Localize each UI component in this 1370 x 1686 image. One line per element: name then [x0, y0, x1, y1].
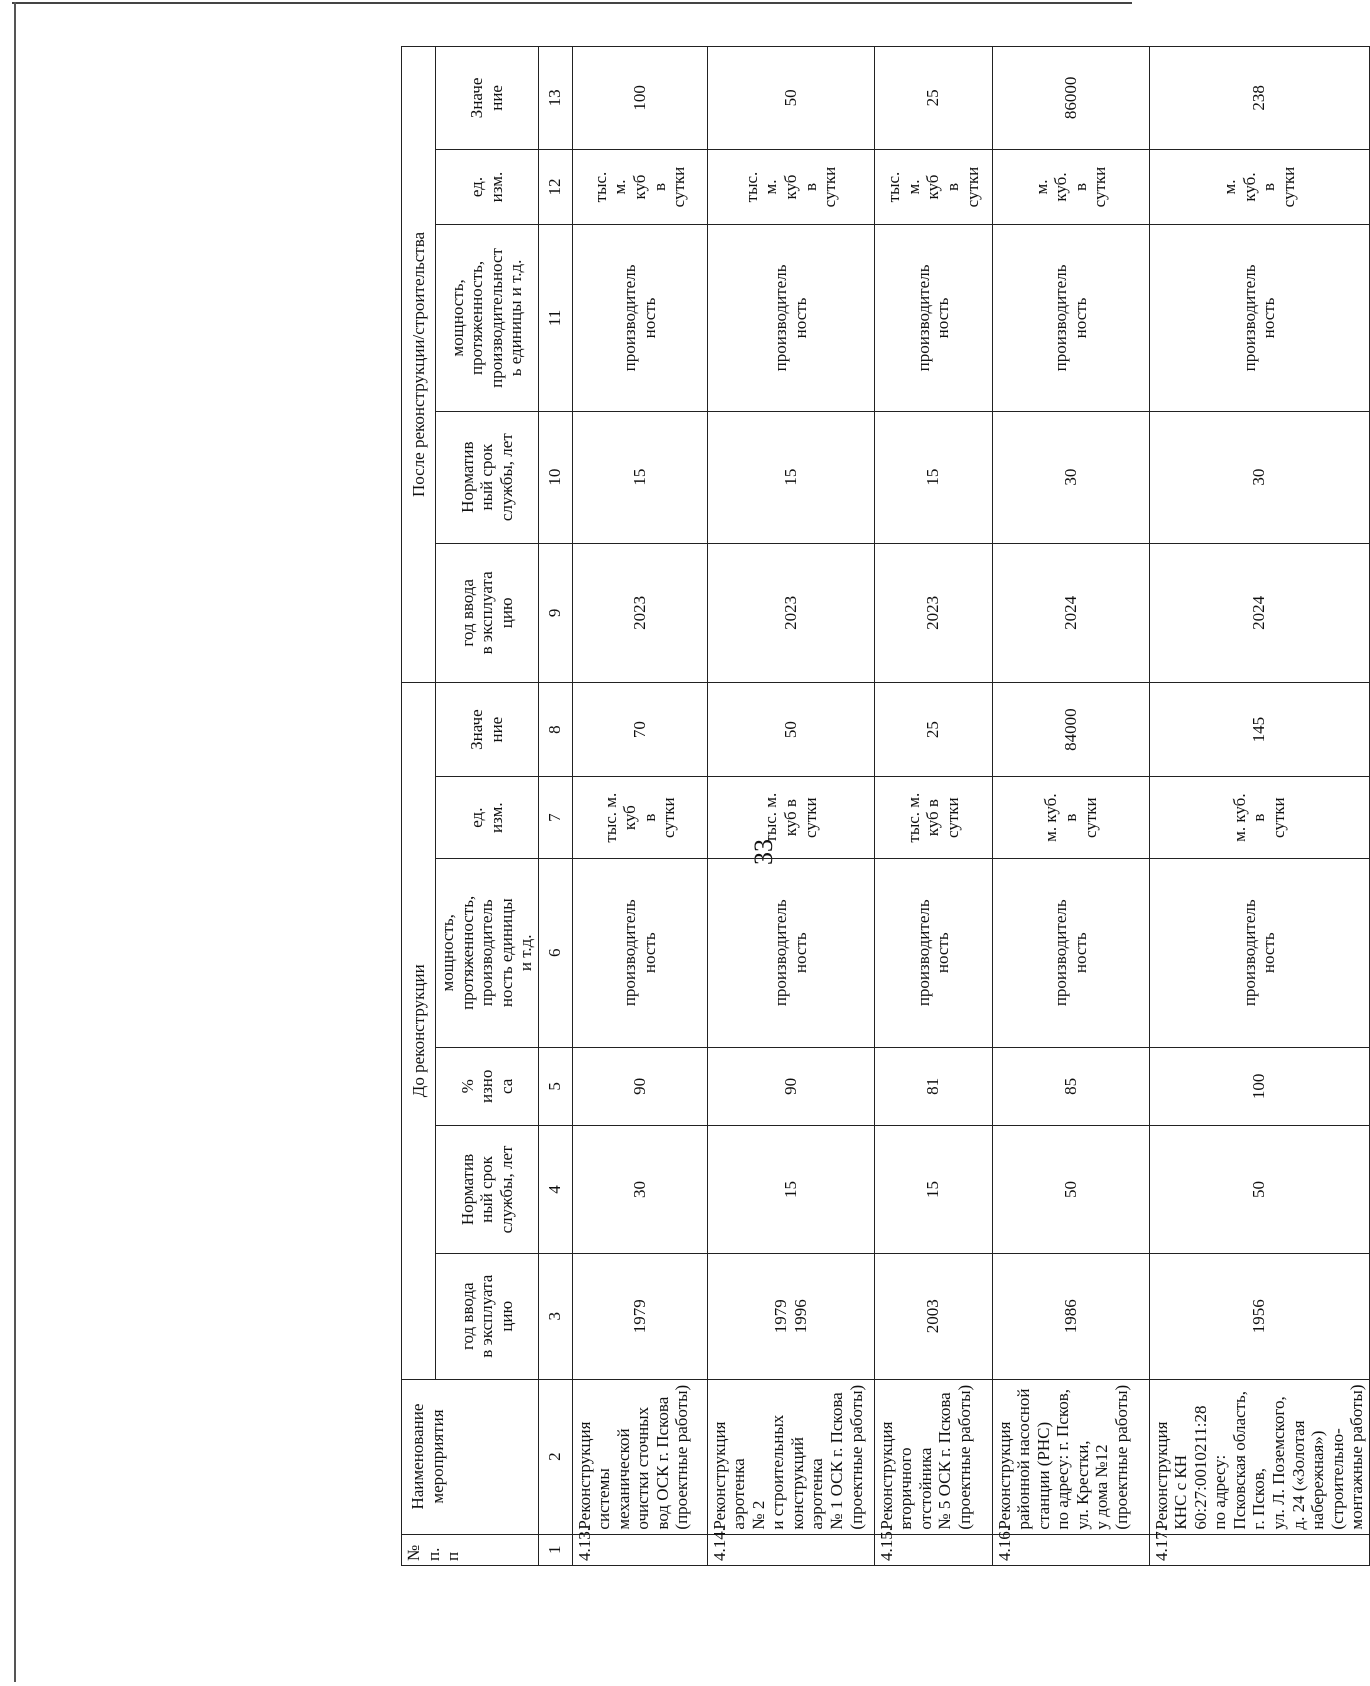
page-number: 33	[749, 839, 778, 865]
after-unit: м. куб. в сутки	[992, 149, 1149, 224]
after-life: 30	[1149, 411, 1369, 543]
before-unit: тыс. м. куб в сутки	[572, 777, 707, 859]
header-after-param: мощность, протяженность, производительност ь единицы и т.д.	[436, 225, 539, 411]
column-number-row	[538, 47, 572, 1566]
before-value: 70	[572, 682, 707, 776]
row-num: 4.13.	[572, 1534, 707, 1565]
header-after-group: После реконструкции/строительства	[402, 47, 436, 683]
after-unit: тыс. м. куб в сутки	[572, 149, 707, 224]
after-unit: тыс. м. куб в сутки	[707, 149, 874, 224]
header-before-param: мощность, протяженность, производитель ность единицы и т.д.	[436, 859, 539, 1048]
header-before-value: Значе ние	[436, 682, 539, 776]
after-life: 15	[874, 411, 992, 543]
before-unit: м. куб. в сутки	[992, 777, 1149, 859]
before-param: производитель ность	[572, 859, 707, 1048]
column-number: 12	[538, 149, 572, 224]
before-wear: 85	[992, 1047, 1149, 1126]
row-name: Реконструкция вторичного отстойника № 5 ОСК г. Пскова (проектные работы)	[874, 1379, 992, 1534]
before-wear: 100	[1149, 1047, 1369, 1126]
header-before-group: До реконструкции	[402, 682, 436, 1379]
before-life: 30	[572, 1126, 707, 1254]
after-value: 25	[874, 47, 992, 150]
scan-edge-left	[14, 2, 16, 1682]
before-wear: 90	[572, 1047, 707, 1126]
header-after-life: Норматив ный срок службы, лет	[436, 411, 539, 543]
scan-edge-top	[12, 2, 1132, 4]
before-wear: 81	[874, 1047, 992, 1126]
rotated-table-container	[401, 46, 1367, 1566]
before-year: 1979	[572, 1253, 707, 1379]
before-life: 15	[874, 1126, 992, 1254]
after-life: 15	[572, 411, 707, 543]
column-number: 2	[538, 1379, 572, 1534]
after-unit: тыс. м. куб в сутки	[874, 149, 992, 224]
table-row	[572, 47, 707, 1566]
before-value: 145	[1149, 682, 1369, 776]
after-year: 2023	[572, 543, 707, 682]
table-row	[992, 47, 1149, 1566]
header-after-value: Значе ние	[436, 47, 539, 150]
row-name: Реконструкция аэротенка № 2 и строительных конструкций аэротенка № 1 ОСК г. Пскова (проектные работы)	[707, 1379, 874, 1534]
after-value: 86000	[992, 47, 1149, 150]
header-before-life: Норматив ный срок службы, лет	[436, 1126, 539, 1254]
column-number: 3	[538, 1253, 572, 1379]
before-year: 1956	[1149, 1253, 1369, 1379]
table-row	[1149, 47, 1369, 1566]
header-after-unit: ед. изм.	[436, 149, 539, 224]
after-year: 2023	[874, 543, 992, 682]
after-life: 30	[992, 411, 1149, 543]
row-num: 4.16.	[992, 1534, 1149, 1565]
column-number: 7	[538, 777, 572, 859]
before-value: 50	[707, 682, 874, 776]
after-param: производитель ность	[707, 225, 874, 411]
before-param: производитель ность	[874, 859, 992, 1048]
after-param: производитель ность	[992, 225, 1149, 411]
column-number: 4	[538, 1126, 572, 1254]
after-value: 238	[1149, 47, 1369, 150]
header-after-year: год ввода в эксплуата цию	[436, 543, 539, 682]
after-unit: м. куб. в сутки	[1149, 149, 1369, 224]
header-num: № п. п	[402, 1534, 539, 1565]
column-number: 8	[538, 682, 572, 776]
after-value: 50	[707, 47, 874, 150]
before-year: 1986	[992, 1253, 1149, 1379]
header-before-year: год ввода в эксплуата цию	[436, 1253, 539, 1379]
header-name: Наименование мероприятия	[402, 1379, 539, 1534]
reconstruction-table	[401, 46, 1370, 1566]
after-value: 100	[572, 47, 707, 150]
column-number: 11	[538, 225, 572, 411]
row-name: Реконструкция системы механической очистки сточных вод ОСК г. Пскова (проектные работы)	[572, 1379, 707, 1534]
before-wear: 90	[707, 1047, 874, 1126]
after-param: производитель ность	[1149, 225, 1369, 411]
header-row-columns	[436, 47, 539, 1566]
after-param: производитель ность	[572, 225, 707, 411]
before-unit: тыс. м. куб в сутки	[707, 777, 874, 859]
after-year: 2023	[707, 543, 874, 682]
before-param: производитель ность	[992, 859, 1149, 1048]
column-number: 13	[538, 47, 572, 150]
before-param: производитель ность	[707, 859, 874, 1048]
after-life: 15	[707, 411, 874, 543]
column-number: 9	[538, 543, 572, 682]
before-year: 2003	[874, 1253, 992, 1379]
column-number: 10	[538, 411, 572, 543]
before-life: 50	[1149, 1126, 1369, 1254]
before-param: производитель ность	[1149, 859, 1369, 1048]
row-num: 4.17.	[1149, 1534, 1369, 1565]
before-unit: тыс. м. куб в сутки	[874, 777, 992, 859]
before-year: 1979 1996	[707, 1253, 874, 1379]
header-before-wear: % изно са	[436, 1047, 539, 1126]
before-life: 50	[992, 1126, 1149, 1254]
row-num: 4.14.	[707, 1534, 874, 1565]
column-number: 5	[538, 1047, 572, 1126]
after-param: производитель ность	[874, 225, 992, 411]
row-num: 4.15.	[874, 1534, 992, 1565]
column-number: 1	[538, 1534, 572, 1565]
after-year: 2024	[992, 543, 1149, 682]
column-number: 6	[538, 859, 572, 1048]
header-row-groups	[402, 47, 436, 1566]
before-life: 15	[707, 1126, 874, 1254]
row-name: Реконструкция КНС с КН 60:27:0010211:28 по адресу: Псковская область, г. Псков, ул. Л. Поземского, д. 24 («Золотая набережная») (строительно- монтажные работы)	[1149, 1379, 1369, 1534]
after-year: 2024	[1149, 543, 1369, 682]
row-name: Реконструкция районной насосной станции (РНС) по адресу: г. Псков, ул. Крестки, у дома №12 (проектные работы)	[992, 1379, 1149, 1534]
before-unit: м. куб. в сутки	[1149, 777, 1369, 859]
table-row	[707, 47, 874, 1566]
header-before-unit: ед. изм.	[436, 777, 539, 859]
before-value: 84000	[992, 682, 1149, 776]
table-row	[874, 47, 992, 1566]
before-value: 25	[874, 682, 992, 776]
